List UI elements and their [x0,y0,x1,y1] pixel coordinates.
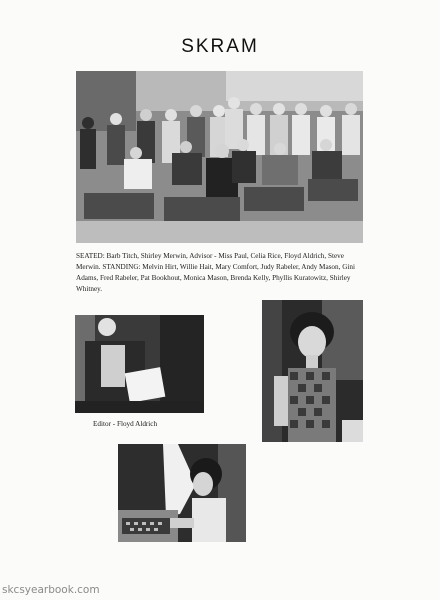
page-title: SKRAM [181,36,259,57]
typing-photo [118,444,246,542]
editor-photo [75,315,204,413]
watermark-text: skcsyearbook.com [2,584,100,596]
group-photo [76,71,363,243]
student-photo [262,300,363,442]
group-caption: SEATED: Barb Titch, Shirley Merwin, Advisor - Miss Paul, Celia Rice, Floyd Aldrich, Steve Merwin. STANDING: Melvin Hirt, Willie Hait, Mary Comfort, Judy Rabeler, Andy Mason, Gini Adams, Fred Rabeler, Pat Bookhout, Monica Mason, Brenda Kelly, Phyllis Kuratowitz, Shirley Whitney. [76,252,355,293]
editor-caption: Editor - Floyd Aldrich [93,420,158,428]
